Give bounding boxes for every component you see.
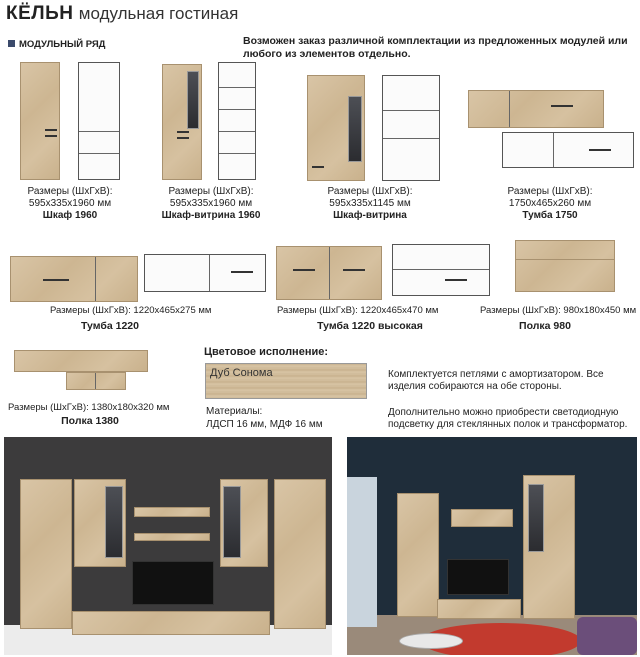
module-name: Тумба 1220 высокая [317,320,423,332]
size-label: Размеры (ШхГхВ): 980x180x450 мм [480,305,637,316]
intro-text: Возможен заказ различной комплектации из предложенных модулей или любого из элементов отдельно. [243,35,628,60]
section-heading [8,39,105,50]
tv-stand-1750-image [468,90,604,128]
materials-label: Материалы: [206,406,263,417]
living-room-photo-1 [4,437,332,655]
color-heading: Цветовое исполнение: [204,346,329,358]
module-name: Полка 980 [519,320,571,332]
note-hinges: Комплектуется петлями с амортизатором. Все изделия собираются на обе стороны. [388,369,604,392]
size-label: Размеры (ШхГхВ): 1380x180x320 мм [8,402,170,413]
size-label: Размеры (ШхГхВ): 1220x465x275 мм [50,305,212,316]
tv-stand-1220-image [10,256,138,302]
size-label: Размеры (ШхГхВ): 1220x465x470 мм [277,305,439,316]
size-value: 595x335x1145 мм [329,198,411,209]
showcase-1960-image [162,64,202,180]
shelf-1380-image [14,350,148,372]
tv-stand-1220-high-image [276,246,382,300]
module-caption [10,186,130,222]
wardrobe-1960-image [20,62,60,180]
brand-subtitle: модульная гостиная [78,4,239,23]
page-title [6,2,238,26]
section-label: МОДУЛЬНЫЙ РЯД [19,39,106,50]
materials-value: ЛДСП 16 мм, МДФ 16 мм [206,419,323,430]
module-name: Шкаф-витрина [333,210,407,221]
tv-stand-1220-high-frame-image [392,244,490,296]
module-name: Тумба 1220 [81,320,139,332]
module-name: Шкаф 1960 [42,210,98,221]
wardrobe-1960-frame-image [78,62,120,180]
module-name: Полка 1380 [61,415,119,427]
shelf-980-image [515,240,615,292]
module-name: Шкаф-витрина 1960 [161,210,261,221]
size-value: 1750x465x260 мм [508,198,592,209]
showcase-frame-image [382,75,440,181]
module-name: Тумба 1750 [522,210,578,221]
size-value: 595x335x1960 мм [169,198,253,209]
module-caption [310,186,430,222]
tv-stand-1750-frame-image [502,132,634,168]
module-caption [495,186,605,222]
size-label: Размеры (ШхГхВ): [27,186,113,197]
size-label: Размеры (ШхГхВ): [507,186,593,197]
size-label: Размеры (ШхГхВ): [168,186,254,197]
materials [206,405,323,431]
size-label: Размеры (ШхГхВ): [327,186,413,197]
brand-title: КЁЛЬН [6,3,74,24]
bullet-square-icon [8,40,15,47]
living-room-photo-2 [347,437,637,655]
shelf-1380-support-image [66,372,126,390]
showcase-1960-frame-image [218,62,256,180]
showcase-image [307,75,365,181]
note-lighting: Дополнительно можно приобрести светодиодную подсветку для стеклянных полок и трансформатор. [388,407,628,430]
size-value: 595x335x1960 мм [28,198,112,209]
color-swatch [205,363,367,399]
swatch-name: Дуб Сонома [210,367,273,379]
tv-stand-1220-frame-image [144,254,266,292]
module-caption [153,186,269,222]
